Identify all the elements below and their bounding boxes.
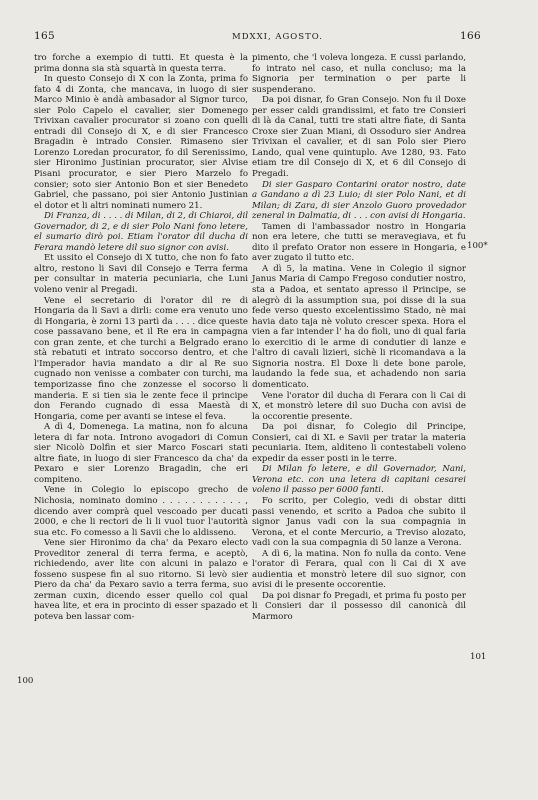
paragraph: Vene el secretario di l'orator dil re di Hongaria da li Savi a dirli: come era venuto uno di Hongaria, è zorni 13 partì da . . . . dice queste cose passavano bene, et il Re era in campagna con gran zente, et che turchi a Belgrado erano stà rebatuti et intrato soccorso dentro, et che l'Imperador havia mandato a dir al Re suo cugnado non venisse a combater con turchi, ma temporizasse fino che zonzesse el socorso li manderia. E si tien sia le zente fece il principe don Ferando cugnado di essa Maestà di Hongaria, come per avanti se intese el feva.: [34, 295, 248, 422]
paragraph: pimento, che 'l voleva longeza. E cussi parlando, fo intrato nel caso, et nulla concluso; ma la Signoria per termination o per parte li suspenderano.: [252, 53, 466, 95]
running-title: MDXXI, AGOSTO.: [232, 32, 323, 42]
paragraph: Et ussito el Consejo di X tutto, che non fo fato altro, restono li Savi dil Consejo e Terra ferma per consultar in materia pecuniaria, che Luni voleno venir al Pregadi.: [34, 253, 248, 296]
paragraph: Da poi disnar fo Pregadi, et prima fu posto per li Consieri dar il possesso dil canonicà dil Marmoro: [252, 590, 466, 622]
paragraph: Da poi disnar, fo Gran Consejo. Non fu il Doxe per esser caldi grandissimi, et fato tre Consieri di là da Canal, tutti tre stati altre fiate, di Santa Croxe sier Zuan Miani, di Ossoduro sier Andrea Trivixan el cavalier, et di san Polo sier Piero Lando, qual vene quintuplo. Ave 1280, 93. Fato etiam tre dil Consejo di X, et 6 dil Consejo di Pregadi.: [252, 95, 466, 180]
paragraph: Di Milan fo letere, e dil Governador, Nani, Verona etc. con una letera di capitani cesarei voleno il passo per 6000 fanti.: [252, 464, 466, 496]
paragraph: Da poi disnar, fo Colegio dil Principe, Consieri, cai di XL e Savii per tratar la materia pecuniaria. Item, alditeno li contestabeli voleno expedir da esser posti in le terre.: [252, 422, 466, 464]
paragraph: Fo scrito, per Colegio, vedi di obstar ditti passi venendo, et scrito a Padoa che subito il signor Janus vadi con la sua compagnia in Verona, et el conte Mercurio, a Treviso alozato, vadi con la sua compagnia di 50 lanze a Verona.: [252, 495, 466, 549]
paragraph: Vene in Colegio lo episcopo grecho de Nichosia, nominato domino . . . . . . . . . . . , dicendo aver comprà quel vescoado per ducati 2000, e che li rectori de li li vuol tuor l'autorità sua etc. Fo comesso a li Savii che lo aldisseno.: [34, 485, 248, 538]
paragraph: Vene sier Hironimo da cha' da Pexaro electo Proveditor zeneral di terra ferma, e aceptò, richiedendo, aver lite con alcuni in palazo e fosseno suspese fin al suo ritorno. Si levò sier Piero da cha' da Pexaro savio a terra ferma, suo zerman cuxin, dicendo esser quello col qual havea lite, et era in procinto di esser spazado et poteva ben lassar com-: [34, 538, 248, 622]
margin-number-right-1: 100*: [467, 241, 488, 251]
paragraph: A dì 5, la matina. Vene in Colegio il signor Janus Maria di Campo Fregoso condutier nostro, sta a Padoa, et sentato apresso il Principe, se alegrò di la assumption sua, poi disse di la sua fede verso questo excelentissimo Stado, nè mai havia dato taja nè voluto crescer spexa. Hora el vien a far intender l' ha do fioli, uno di qual faria lo exercitio di le arme di condutier di lanze e l'altro di cavali lizieri, sichè li ricomandava a la Signoria nostra. El Doxe li dete bone parole, laudando la fede sua, et achadendo non saria domenticato.: [252, 263, 466, 390]
paragraph: Di Franza, di . . . . di Milan, di 2, di Chiaroi, dil Governador, di 2, e di sier Polo Nani fono letere, el sumario dirò poi. Etiam l'orator dil ducha di Ferara mandò letere dil suo signor con avisi.: [34, 211, 248, 253]
paragraph: Tamen di l'ambassador nostro in Hongaria non era letere, che tutti se meravegiava, et fu dito il prefato Orator non essere in Hongaria, e aver zugato il tutto etc.: [252, 221, 466, 264]
running-header: [0, 30, 538, 46]
page-number-right: 166: [460, 30, 481, 42]
margin-number-left: 100: [17, 676, 34, 686]
paragraph: A dì 6, la matina. Non fo nulla da conto. Vene l'orator dì Ferara, qual con li Cai di X ave audientia et monstrò letere dil suo signor, con avisi di le presente occorentie.: [252, 548, 466, 591]
margin-number-right-2: 101: [470, 652, 487, 662]
paragraph: Di sier Gasparo Contarini orator nostro, date a Gandano a dì 23 Luio; di sier Polo Nani, et di Milan; di Zara, di sier Anzolo Guoro provedador zeneral in Dalmatia, di . . . con avisi di Hongaria.: [252, 179, 466, 222]
page-number-left: 165: [34, 30, 55, 42]
paragraph: A dì 4, Domenega. La matina, non fo alcuna letera di far nota. Introno avogadori di Comun sier Nicolò Dolfin et sier Marco Foscari stati altre fiate, in luogo di sier Francesco da cha' da Pexaro e sier Lorenzo Bragadin, che eri compiteno.: [34, 422, 248, 485]
paragraph: In questo Consejo di X con la Zonta, prima fo fato 4 di Zonta, che mancava, in luogo di sier Marco Minio è andà ambasador al Signor turco, sier Polo Capelo el cavalier, sier Domenego Trivixan cavalier procurator si zoano con quelli entradi dil Consejo di X, e di sier Francesco Bragadin è intrado Consier. Rimaseno sier Lorenzo Loredan procurator, fo dil Serenissimo, sier Hironimo Justinian procurator, sier Alvise Pisani procurator, e sier Piero Marzelo fo consier; soto sier Antonio Bon et sier Benedeto Gabriel, che passano, poi sier Antonio Justinian el dotor et li altri nominati numero 21.: [34, 74, 248, 211]
right-column: [252, 53, 466, 623]
left-column: [34, 53, 248, 623]
paragraph: tro forche a exempio di tutti. Et questa è la prima donna sia stà squartà in questa terra.: [34, 53, 248, 74]
paragraph: Vene l'orator dil ducha di Ferara con li Cai di X, et monstrò letere dil suo Ducha con avisi de la occorentie presente.: [252, 390, 466, 422]
